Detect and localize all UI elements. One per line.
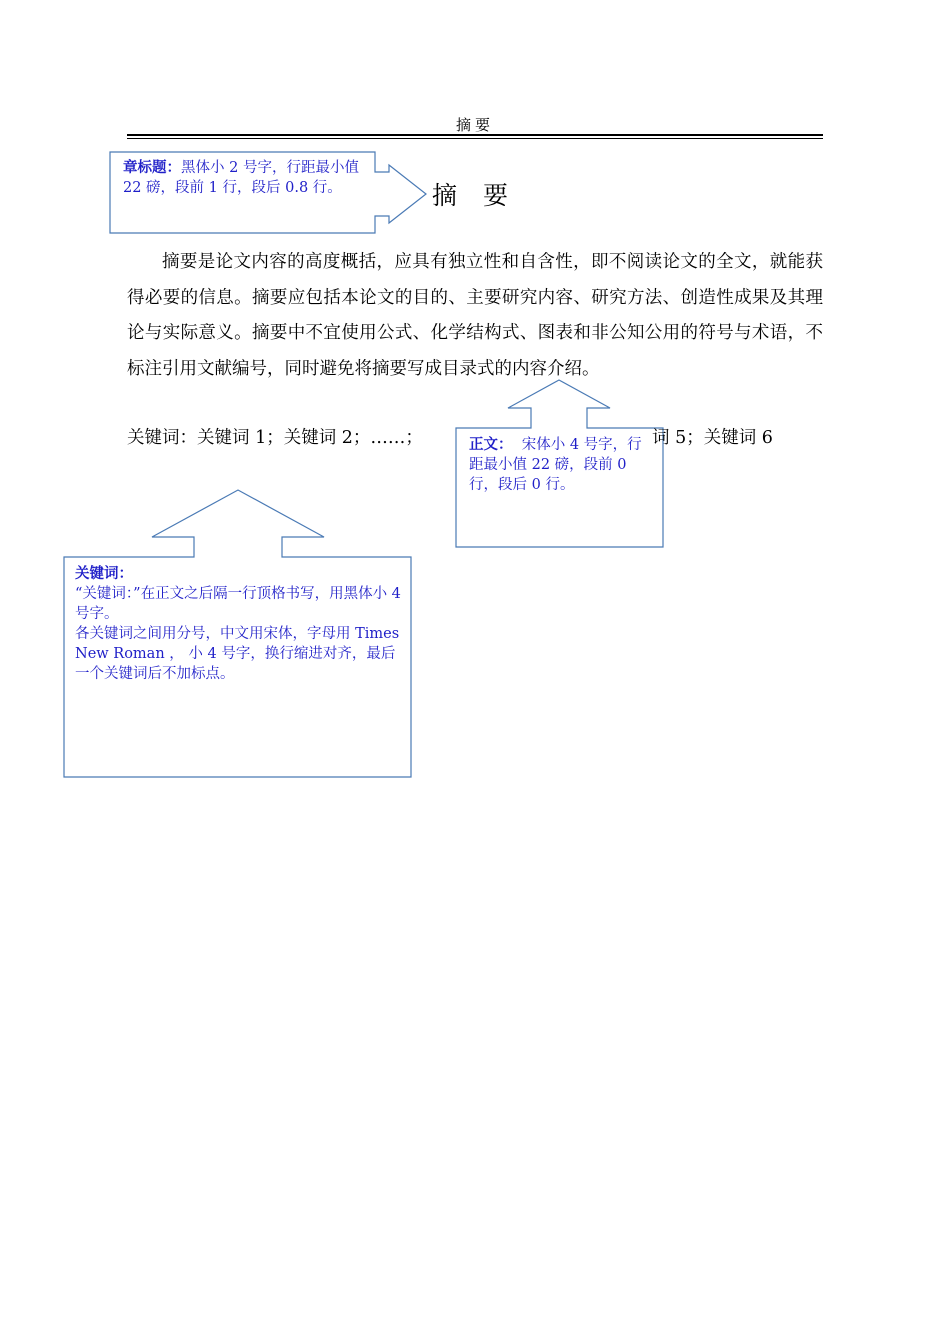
keywords-note: [75, 564, 405, 684]
chapter-title: [432, 176, 514, 212]
abstract-paragraph: 摘要是论文内容的高度概括，应具有独立性和自含性，即不阅读论文的全文，就能获得必要的信息。摘要应包括本论文的目的、主要研究内容、研究方法、创造性成果及其理论与实际意义。摘要中不宜使用公式、化学结构式、图表和非公知公用的符号与术语，不标注引用文献编号，同时避免将摘要写成目录式的内容介绍。: [127, 252, 823, 379]
keywords-start: 关键词 1；关键词 2；……；: [197, 428, 423, 448]
body-text-note: [469, 435, 654, 495]
body-text-note-text: 宋体小 4 号字，行距最小值 22 磅，段前 0 行，段后 0 行。: [469, 437, 642, 493]
body-text-note-head: 正文：: [469, 437, 513, 453]
keywords-end: 词 5；关键词 6: [652, 428, 773, 448]
keywords-note-line-1: “关键词：”在正文之后隔一行顶格书写，用黑体小 4 号字。: [75, 586, 401, 622]
keywords-line: [127, 424, 423, 449]
chapter-title-char-1: 摘: [432, 181, 464, 210]
chapter-title-note: [123, 158, 369, 198]
keywords-note-line-2: 各关键词之间用分号，中文用宋体，字母用 Times New Roman ， 小 4 号字，换行缩进对齐，最后一个关键词后不加标点。: [75, 626, 400, 682]
chapter-title-char-2: 要: [483, 181, 515, 210]
keywords-label: 关键词：: [127, 428, 197, 448]
chapter-title-note-text: 黑体小 2 号字，行距最小值 22 磅，段前 1 行，段后 0.8 行。: [123, 160, 359, 196]
chapter-title-note-head: 章标题：: [123, 160, 181, 176]
keywords-note-head: 关键词：: [75, 566, 133, 582]
running-header: 摘要: [455, 116, 494, 134]
